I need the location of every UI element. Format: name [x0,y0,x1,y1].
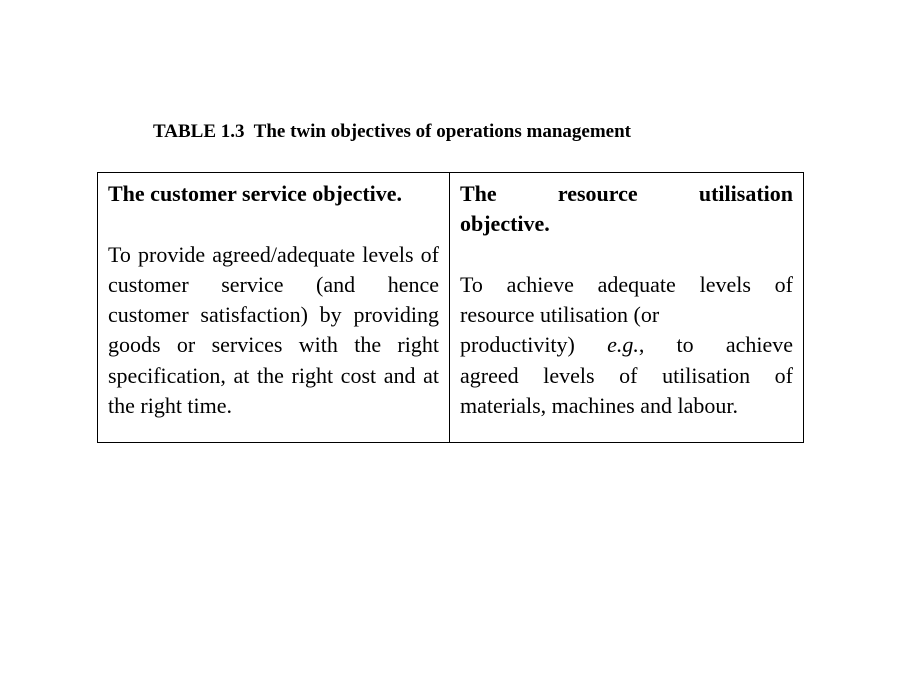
resource-utilisation-heading-line: The resource utilisation [460,181,793,206]
description-line: resource utilisation (or [460,302,660,328]
customer-service-column [98,173,450,442]
customer-service-description: To provide agreed/adequate levels of customer service (and hence customer satisfaction) by providing goods or services with the right specification, at the right cost and at the right time. [108,241,439,419]
resource-utilisation-description [460,270,793,421]
description-fragment: productivity) [460,332,608,358]
resource-utilisation-column [450,173,803,442]
customer-service-heading: The customer service objective. [108,181,403,206]
resource-utilisation-heading-line: objective. [460,211,550,237]
table-caption: TABLE 1.3 The twin objectives of operations management [153,121,631,142]
description-line [460,330,793,360]
resource-utilisation-heading [460,179,793,240]
description-fragment: , to achieve [638,332,793,358]
description-line: agreed levels of utilisation of [460,362,793,388]
description-line: materials, machines and labour. [460,393,738,419]
objectives-table [97,172,804,443]
description-line: To achieve adequate levels of [460,271,793,297]
description-italic-fragment: e.g. [607,332,639,358]
